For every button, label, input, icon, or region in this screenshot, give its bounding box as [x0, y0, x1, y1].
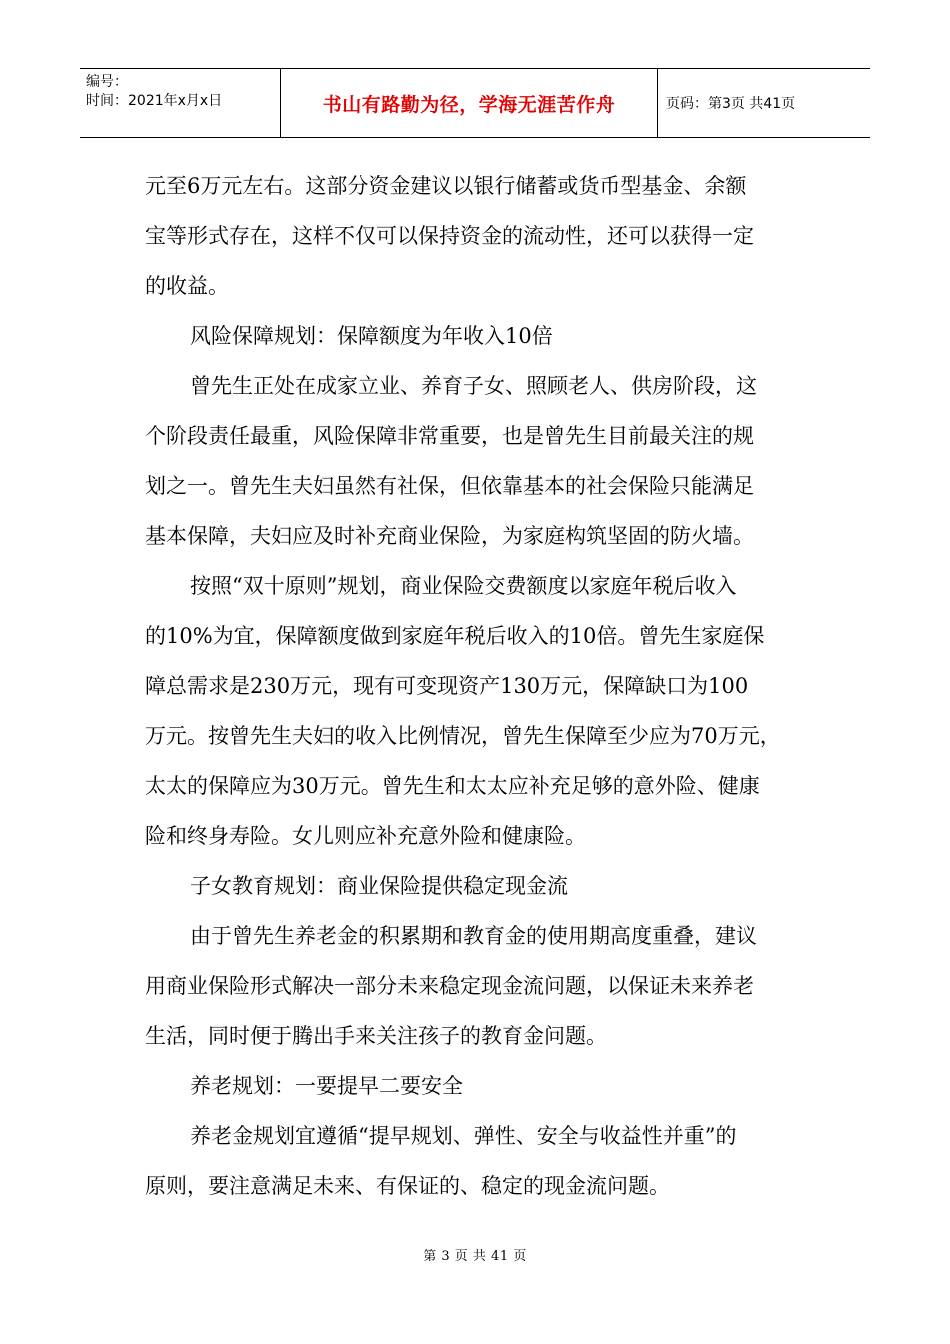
body-line: 个阶段责任最重，风险保障非常重要，也是曾先生目前最关注的规 — [145, 424, 754, 448]
body-line: 风险保障规划：保障额度为年收入10倍 — [190, 324, 553, 348]
body-line: 原则，要注意满足未来、有保证的、稳定的现金流问题。 — [145, 1174, 670, 1198]
document-body — [145, 161, 810, 1211]
body-line: 子女教育规划：商业保险提供稳定现金流 — [190, 874, 568, 898]
body-line: 由于曾先生养老金的积累期和教育金的使用期高度重叠，建议 — [190, 924, 757, 948]
body-line: 用商业保险形式解决一部分未来稳定现金流问题，以保证未来养老 — [145, 974, 754, 998]
header-motto: 书山有路勤为径，学海无涯苦作舟 — [281, 69, 658, 137]
doc-date-label: 时间：2021年x月x日 — [86, 93, 223, 109]
body-line: 的10%为宜，保障额度做到家庭年税后收入的10倍。曾先生家庭保 — [145, 624, 765, 648]
body-line: 基本保障，夫妇应及时补充商业保险，为家庭构筑坚固的防火墙。 — [145, 524, 754, 548]
header-page-info: 页码：第3页 共41页 — [666, 96, 796, 112]
body-line: 按照“双十原则”规划，商业保险交费额度以家庭年税后收入 — [190, 574, 737, 598]
body-line: 曾先生正处在成家立业、养育子女、照顾老人、供房阶段，这 — [190, 374, 757, 398]
body-line: 险和终身寿险。女儿则应补充意外险和健康险。 — [145, 824, 586, 848]
doc-code-label: 编号： — [86, 74, 128, 90]
body-line: 宝等形式存在，这样不仅可以保持资金的流动性，还可以获得一定 — [145, 224, 754, 248]
body-line: 划之一。曾先生夫妇虽然有社保，但依靠基本的社会保险只能满足 — [145, 474, 754, 498]
body-line: 万元。按曾先生夫妇的收入比例情况，曾先生保障至少应为70万元， — [145, 724, 781, 748]
page-header — [80, 68, 870, 138]
body-line: 太太的保障应为30万元。曾先生和太太应补充足够的意外险、健康 — [145, 774, 760, 798]
body-line: 养老金规划宜遵循“提早规划、弹性、安全与收益性并重”的 — [190, 1124, 737, 1148]
body-line: 障总需求是230万元，现有可变现资产130万元，保障缺口为100 — [145, 674, 749, 698]
page-footer: 第 3 页 共 41 页 — [423, 1249, 527, 1264]
body-line: 元至6万元左右。这部分资金建议以银行储蓄或货币型基金、余额 — [145, 174, 747, 198]
body-line: 生活，同时便于腾出手来关注孩子的教育金问题。 — [145, 1024, 607, 1048]
header-meta — [80, 69, 281, 137]
body-line: 养老规划：一要提早二要安全 — [190, 1074, 463, 1098]
body-line: 的收益。 — [145, 274, 229, 298]
